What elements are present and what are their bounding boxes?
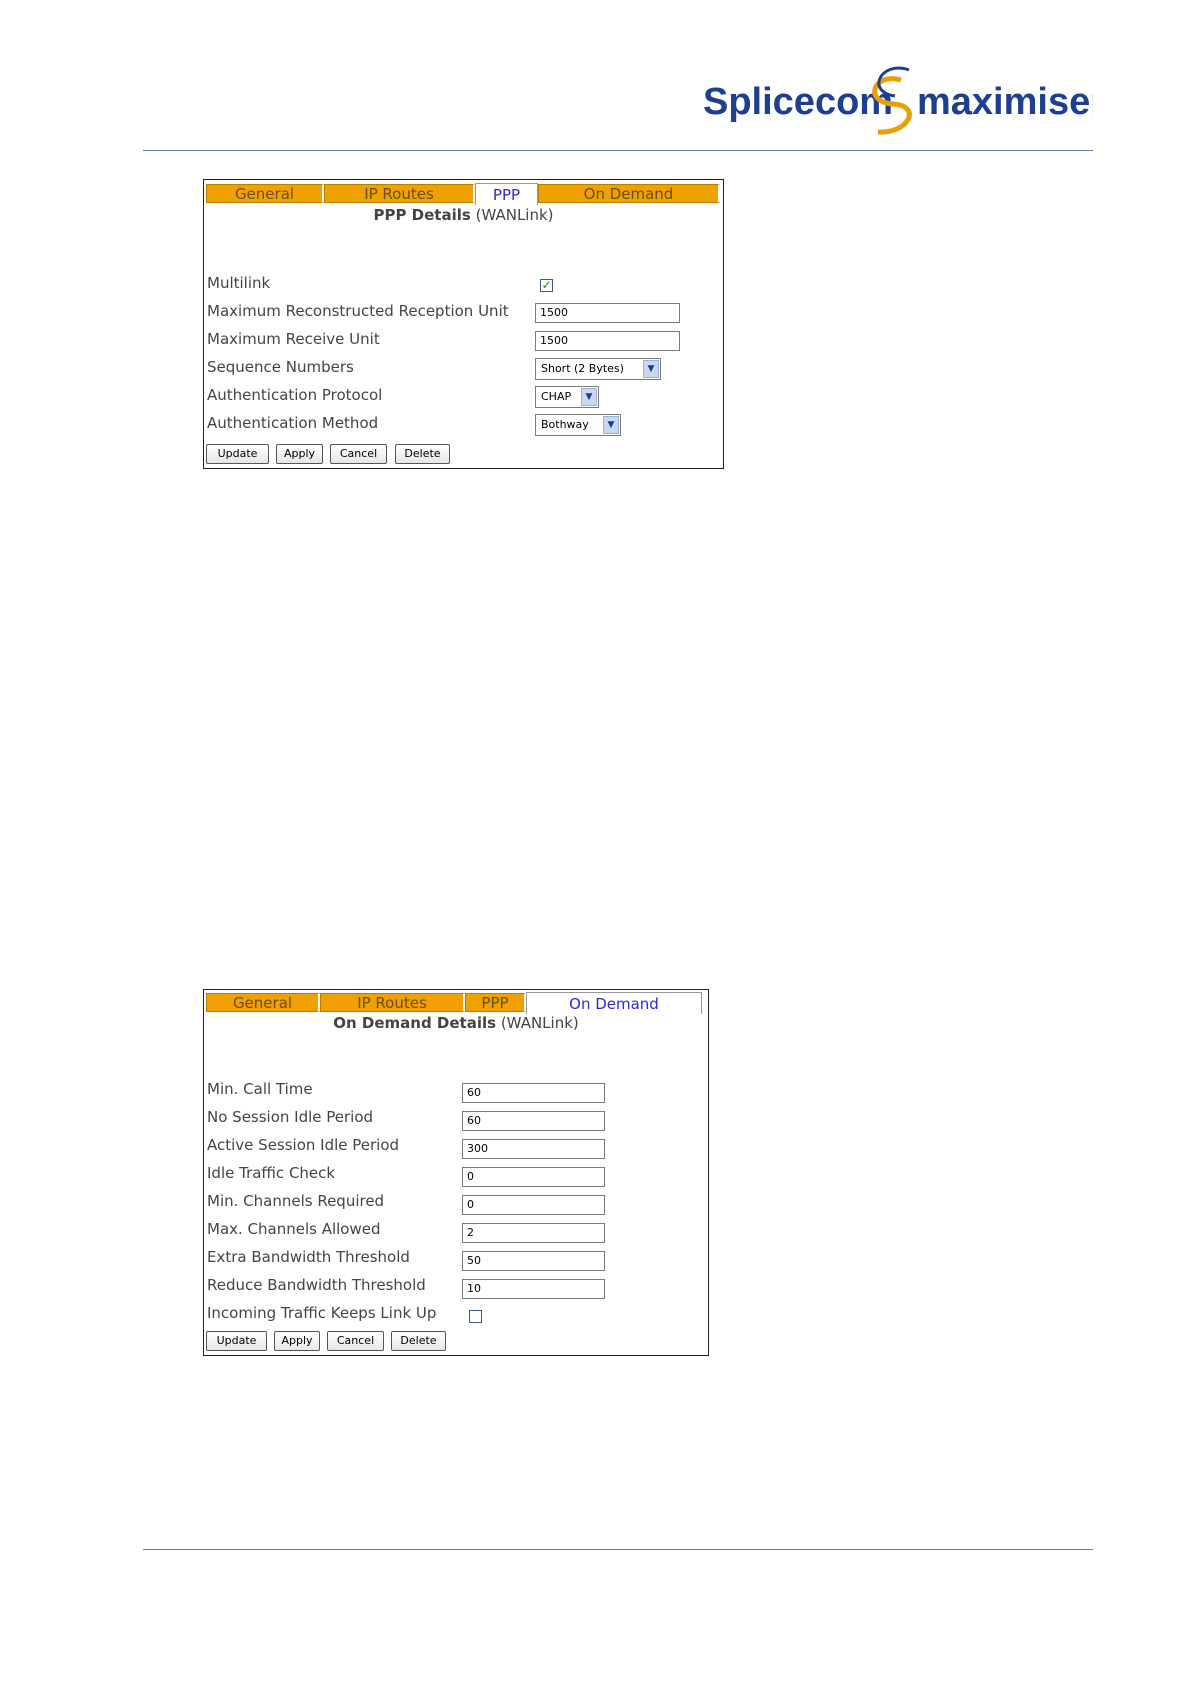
reduce-bandwidth-threshold-input[interactable]: 10 [462, 1279, 605, 1299]
panel-title-bold: On Demand Details [333, 1014, 497, 1032]
panel-title-bold: PPP Details [373, 206, 471, 224]
auth-method-select[interactable] [535, 414, 621, 436]
tab-ip-routes[interactable]: IP Routes [324, 184, 475, 203]
ppp-details-panel [203, 179, 724, 469]
panel-title-suffix: (WANLink) [475, 206, 554, 224]
chevron-down-icon: ▼ [603, 416, 619, 434]
logo-brand-text: Splicecom [703, 81, 894, 123]
tab-bar [206, 184, 720, 205]
multilink-checkbox[interactable]: ✓ [541, 278, 552, 292]
footer-divider [143, 1549, 1093, 1550]
auth-protocol-value: CHAP [541, 390, 572, 403]
tab-ip-routes[interactable]: IP Routes [320, 993, 465, 1012]
min-call-time-label: Min. Call Time [207, 1080, 313, 1098]
max-channels-allowed-input[interactable]: 2 [462, 1223, 605, 1243]
mru-input[interactable]: 1500 [535, 331, 680, 351]
sequence-numbers-label: Sequence Numbers [207, 358, 354, 376]
mru-label: Maximum Receive Unit [207, 330, 380, 348]
header-divider [143, 150, 1093, 151]
delete-button[interactable]: Delete [391, 1331, 446, 1351]
active-session-idle-period-label: Active Session Idle Period [207, 1136, 400, 1154]
tab-on-demand[interactable]: On Demand [538, 184, 720, 203]
logo-product-text: maximiser [917, 81, 1093, 123]
apply-button[interactable]: Apply [276, 444, 323, 464]
tab-ppp[interactable]: PPP [475, 183, 538, 205]
chevron-down-icon: ▼ [643, 360, 659, 378]
idle-traffic-check-label: Idle Traffic Check [207, 1164, 336, 1182]
tab-ppp[interactable]: PPP [465, 993, 526, 1012]
mrru-label: Maximum Reconstructed Reception Unit [207, 302, 509, 320]
auth-method-label: Authentication Method [207, 414, 379, 432]
splicecom-maximiser-logo [703, 62, 1093, 142]
panel-title-suffix: (WANLink) [500, 1014, 579, 1032]
active-session-idle-period-input[interactable]: 300 [462, 1139, 605, 1159]
extra-bandwidth-threshold-label: Extra Bandwidth Threshold [207, 1248, 410, 1266]
tab-general[interactable]: General [206, 184, 324, 203]
auth-protocol-label: Authentication Protocol [207, 386, 383, 404]
incoming-traffic-checkbox[interactable] [469, 1310, 482, 1323]
min-channels-required-label: Min. Channels Required [207, 1192, 385, 1210]
sequence-numbers-select[interactable] [535, 358, 661, 380]
tab-general[interactable]: General [206, 993, 320, 1012]
auth-protocol-select[interactable] [535, 386, 599, 408]
no-session-idle-period-input[interactable]: 60 [462, 1111, 605, 1131]
update-button[interactable]: Update [206, 444, 269, 464]
panel-title [204, 206, 723, 224]
multilink-label: Multilink [207, 274, 271, 292]
reduce-bandwidth-threshold-label: Reduce Bandwidth Threshold [207, 1276, 426, 1294]
mrru-input[interactable]: 1500 [535, 303, 680, 323]
sequence-numbers-value: Short (2 Bytes) [541, 362, 624, 375]
max-channels-allowed-label: Max. Channels Allowed [207, 1220, 381, 1238]
tab-on-demand[interactable]: On Demand [526, 992, 702, 1014]
on-demand-details-panel [203, 989, 709, 1356]
idle-traffic-check-input[interactable]: 0 [462, 1167, 605, 1187]
update-button[interactable]: Update [206, 1331, 267, 1351]
incoming-traffic-label: Incoming Traffic Keeps Link Up [207, 1304, 437, 1322]
min-channels-required-input[interactable]: 0 [462, 1195, 605, 1215]
apply-button[interactable]: Apply [274, 1331, 320, 1351]
chevron-down-icon: ▼ [581, 388, 597, 406]
logo-graphic [703, 62, 1093, 142]
no-session-idle-period-label: No Session Idle Period [207, 1108, 374, 1126]
panel-title [204, 1014, 708, 1032]
auth-method-value: Bothway [541, 418, 589, 431]
min-call-time-input[interactable]: 60 [462, 1083, 605, 1103]
tab-bar [206, 993, 702, 1014]
delete-button[interactable]: Delete [395, 444, 450, 464]
extra-bandwidth-threshold-input[interactable]: 50 [462, 1251, 605, 1271]
cancel-button[interactable]: Cancel [327, 1331, 384, 1351]
cancel-button[interactable]: Cancel [330, 444, 387, 464]
